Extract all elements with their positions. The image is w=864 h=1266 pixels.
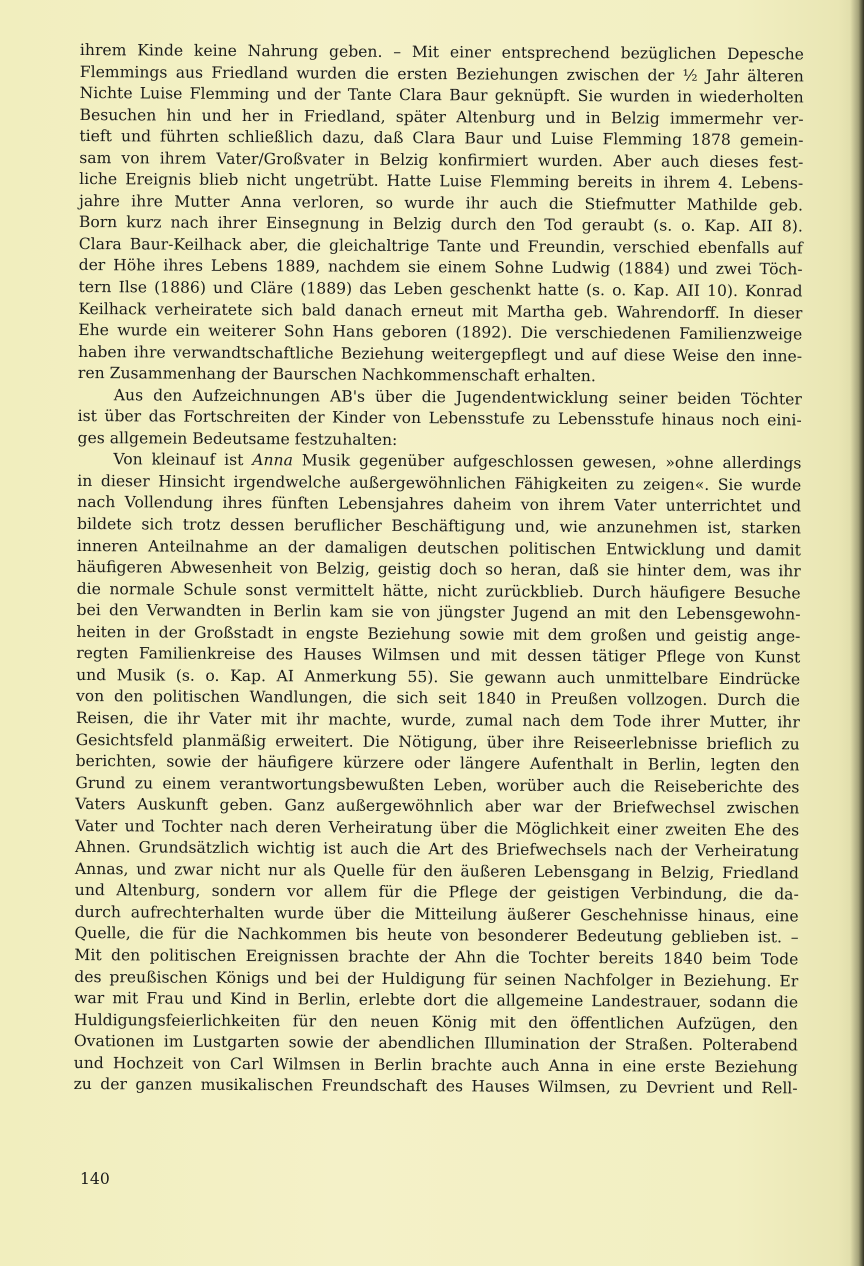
text-line: zu der ganzen musikalischen Freundschaft des Hauses Wilmsen, zu Devrient und Rell- xyxy=(73,1075,798,1098)
page-number: 140 xyxy=(80,1170,110,1188)
text-line: Gesichtsfeld planmäßig erweitert. Die Nötigung, über ihre Reiseerlebnisse brieflich zu xyxy=(75,730,800,753)
body-text xyxy=(74,40,804,1100)
text-line: haben ihre verwandtschaftliche Beziehung weitergepflegt und auf diese Weise den inne- xyxy=(78,342,803,366)
text-line: sam von ihrem Vater/Großvater in Belzig konfirmiert wurden. Aber auch dieses fest- xyxy=(79,148,804,172)
text-line: der Höhe ihres Lebens 1889, nachdem sie einem Sohne Ludwig (1884) und zwei Töch- xyxy=(78,256,803,279)
text-line: häufigeren Abwesenheit von Belzig, geistig doch so heran, daß sie hinter dem, was ihr xyxy=(76,558,801,581)
text-line: regten Familienkreise des Hauses Wilmsen und mit dessen tätiger Pflege von Kunst xyxy=(76,644,801,667)
text-line: Reisen, die ihr Vater mit ihr machte, wurde, zumal nach dem Tode ihrer Mutter, ihr xyxy=(75,708,800,732)
text-line: und Musik (s. o. Kap. AI Anmerkung 55). Sie gewann auch unmittelbare Eindrücke xyxy=(76,665,801,689)
text-line: jahre ihre Mutter Anna verloren, so wurde ihr auch die Stiefmutter Mathilde geb. xyxy=(78,191,804,215)
text-line: Born kurz nach ihrer Einsegnung in Belzig durch den Tod geraubt (s. o. Kap. AII 8). xyxy=(78,213,803,236)
text-line: war mit Frau und Kind in Berlin, erlebte dort die allgemeine Landestrauer, sodann die xyxy=(74,989,799,1012)
text-line: Aus den Aufzeichnungen AB's über die Jugendentwicklung seiner beiden Töchter xyxy=(113,385,802,409)
text-line: durch aufrechterhalten wurde über die Mitteilung äußerer Geschehnisse hinaus, eine xyxy=(74,902,799,926)
text-line: Von kleinauf ist Anna Musik gegenüber aufgeschlossen gewesen, »ohne allerdings xyxy=(113,450,802,473)
text-line: und Hochzeit von Carl Wilmsen in Berlin brachte auch Anna in eine erste Beziehung xyxy=(73,1053,798,1077)
text-line: inneren Anteilnahme an der damaligen deutschen politischen Entwicklung und damit xyxy=(76,536,801,559)
text-line: ist über das Fortschreiten der Kinder von Lebensstufe zu Lebensstufe hinaus noch eini- xyxy=(77,407,802,430)
text-line: von den politischen Wandlungen, die sich seit 1840 in Preußen vollzogen. Durch die xyxy=(75,687,801,710)
text-line: Ovationen im Lustgarten sowie der abendlichen Illumination der Straßen. Polterabend xyxy=(73,1032,798,1055)
text-line: Ehe wurde ein weiterer Sohn Hans geboren (1892). Die verschiedenen Familienzweige xyxy=(78,321,803,344)
text-line: Vater und Tochter nach deren Verheiratung über die Möglichkeit einer zweiten Ehe des xyxy=(75,816,800,840)
text-line: bildete sich trotz dessen beruflicher Beschäftigung und, wie anzunehmen ist, starken xyxy=(76,515,802,538)
text-line: tern Ilse (1886) und Cläre (1889) das Leben geschenkt hatte (s. o. Kap. AII 10). Konrad xyxy=(78,278,803,301)
text-line: Keilhack verheiratete sich bald danach erneut mit Martha geb. Wahrendorff. In dieser xyxy=(78,299,803,322)
text-line: Vaters Auskunft geben. Ganz außergewöhnlich aber war der Briefwechsel zwischen xyxy=(75,795,800,818)
text-line: Mit den politischen Ereignissen brachte der Ahn die Tochter bereits 1840 beim Tode xyxy=(74,945,799,969)
text-line: berichten, sowie der häufigere kürzere oder längere Aufenthalt in Berlin, legten den xyxy=(75,752,800,775)
text-line: in dieser Hinsicht irgendwelche außergewöhnlichen Fähigkeiten zu zeigen«. Sie wurde xyxy=(77,471,802,495)
text-line: Flemmings aus Friedland wurden die ersten Beziehungen zwischen der ½ Jahr älteren xyxy=(79,62,804,85)
text-line: Nichte Luise Flemming und der Tante Clara Baur geknüpft. Sie wurden in wiederholten xyxy=(79,84,804,107)
text-line: ren Zusammenhang der Baurschen Nachkommenschaft erhalten. xyxy=(77,364,596,386)
text-line: bei den Verwandten in Berlin kam sie von jüngster Jugend an mit den Lebensgewohn- xyxy=(76,601,801,624)
text-line: und Altenburg, sondern vor allem für die Pflege der geistigen Verbindung, die da- xyxy=(74,881,799,904)
text-line: Clara Baur-Keilhack aber, die gleichaltrige Tante und Freundin, verschied ebenfalls auf xyxy=(78,234,803,258)
text-line: Ahnen. Grundsätzlich wichtig ist auch die Art des Briefwechsels nach der Verheiratung xyxy=(75,838,800,861)
page-edge-shadow xyxy=(850,0,864,1266)
text-line: Annas, und zwar nicht nur als Quelle für den äußeren Lebensgang in Belzig, Friedland xyxy=(74,859,799,883)
text-line: des preußischen Königs und bei der Huldigung für seinen Nachfolger in Beziehung. Er xyxy=(74,967,799,990)
text-line: heiten in der Großstadt in engste Beziehung sowie mit dem großen und geistig ange- xyxy=(76,622,801,646)
text-line: Quelle, die für die Nachkommen bis heute von besonderer Bedeutung geblieben ist. – xyxy=(74,924,799,947)
text-line: tieft und führten schließlich dazu, daß Clara Baur und Luise Flemming 1878 gemein- xyxy=(79,127,804,150)
text-line: Grund zu einem verantwortungsbewußten Leben, worüber auch die Reiseberichte des xyxy=(75,773,800,797)
text-line: liche Ereignis blieb nicht ungetrübt. Hatte Luise Flemming bereits in ihrem 4. Lebens- xyxy=(79,170,804,193)
text-line: Besuchen hin und her in Friedland, später Altenburg und in Belzig immermehr ver- xyxy=(79,105,804,129)
text-line: Huldigungsfeierlichkeiten für den neuen König mit den öffentlichen Aufzügen, den xyxy=(73,1010,799,1034)
text-line: ges allgemein Bedeutsame festzuhalten: xyxy=(77,428,398,449)
text-line: nach Vollendung ihres fünften Lebensjahres daheim von ihrem Vater unterrichtet und xyxy=(77,493,802,516)
text-line: die normale Schule sonst vermittelt hätte, nicht zurückblieb. Durch häufigere Besuche xyxy=(76,579,801,603)
text-line: ihrem Kinde keine Nahrung geben. – Mit einer entsprechend bezüglichen Depesche xyxy=(79,40,804,64)
